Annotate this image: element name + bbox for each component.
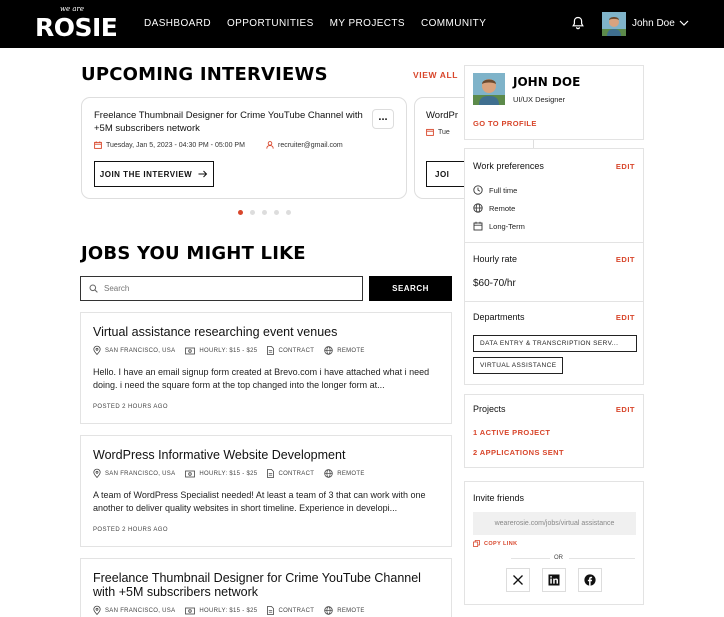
job-location (93, 469, 175, 478)
more-options-button[interactable]: ... (372, 109, 394, 129)
chevron-down-icon[interactable] (679, 19, 689, 27)
job-location-text: SAN FRANCISCO, USA (105, 607, 176, 614)
divider (569, 558, 635, 559)
job-location-text: SAN FRANCISCO, USA (105, 347, 176, 354)
view-all-link[interactable]: VIEW ALL (413, 70, 459, 80)
profile-avatar[interactable] (473, 73, 505, 105)
pref-text: Remote (489, 203, 516, 213)
active-projects-link[interactable]: 1 ACTIVE PROJECT (473, 428, 551, 437)
cash-icon (185, 607, 195, 615)
x-share-button[interactable] (506, 568, 530, 592)
search-field[interactable] (80, 276, 363, 301)
job-rate-text: HOURLY: $15 - $25 (199, 347, 258, 354)
nav-dashboard[interactable]: DASHBOARD (144, 18, 211, 29)
edit-hourly-rate-button[interactable]: EDIT (615, 255, 635, 264)
projects-label: Projects (473, 404, 506, 414)
job-type-text: CONTRACT (278, 347, 315, 354)
interview-email (266, 141, 343, 149)
person-icon (266, 141, 274, 149)
job-location (93, 606, 175, 615)
invite-label: Invite friends (473, 493, 525, 503)
nav-links (144, 18, 486, 29)
work-preferences-label: Work preferences (473, 161, 544, 171)
job-rate (185, 347, 257, 355)
carousel-dot[interactable] (250, 210, 255, 215)
facebook-share-button[interactable] (578, 568, 602, 592)
copy-link-label: COPY LINK (484, 540, 518, 547)
job-description: A team of WordPress Specialist needed! At least a team of 3 that can work with one another to deliver quality websites in short timeline. Experience in developi... (93, 490, 426, 513)
divider (465, 242, 643, 243)
projects-card (464, 394, 644, 468)
department-tag: VIRTUAL ASSISTANCE (473, 357, 563, 374)
search-icon (89, 284, 98, 293)
linkedin-share-button[interactable] (542, 568, 566, 592)
copy-icon (473, 540, 480, 547)
job-type (267, 606, 314, 615)
job-card[interactable] (80, 312, 452, 424)
document-icon (267, 469, 274, 478)
carousel-dot[interactable] (262, 210, 267, 215)
interview-card-clip (414, 97, 459, 199)
interview-email-text: recruiter@gmail.com (278, 141, 343, 149)
top-nav (0, 0, 724, 48)
carousel-dots (238, 210, 291, 215)
join-interview-button[interactable] (94, 161, 214, 187)
job-mode (324, 606, 364, 615)
nav-opportunities[interactable]: OPPORTUNITIES (226, 18, 314, 29)
interview-title: WordPr (426, 110, 459, 121)
or-separator: OR (550, 555, 567, 561)
job-title[interactable]: Freelance Thumbnail Designer for Crime YouTube Channel with +5M subscribers network (93, 571, 421, 599)
job-posted: POSTED 2 HOURS AGO (93, 527, 168, 533)
departments-label: Departments (473, 312, 525, 322)
job-card[interactable] (80, 558, 452, 617)
globe-icon (324, 346, 333, 355)
carousel-dot[interactable] (238, 210, 243, 215)
search-button[interactable]: SEARCH (369, 276, 452, 301)
invite-card (464, 481, 644, 605)
job-mode-text: REMOTE (337, 607, 365, 614)
job-location-text: SAN FRANCISCO, USA (105, 470, 176, 477)
document-icon (267, 346, 274, 355)
pref-long-term (473, 221, 525, 231)
interview-date-text: Tuesday, Jan 5, 2023 - 04:30 PM - 05:00 PM (106, 141, 245, 149)
location-pin-icon (93, 346, 101, 355)
clock-icon (473, 185, 483, 195)
interview-title: Freelance Thumbnail Designer for Crime YouTube Channel with +5M subscribers network (94, 110, 363, 134)
edit-departments-button[interactable]: EDIT (615, 313, 635, 322)
job-mode (324, 469, 364, 478)
job-title[interactable]: WordPress Informative Website Development (93, 448, 346, 462)
department-tag: DATA ENTRY & TRANSCRIPTION SERV... (473, 335, 637, 352)
hourly-rate-value: $60-70/hr (473, 278, 516, 289)
pref-text: Long-Term (489, 221, 525, 231)
logo[interactable]: ROSIE (35, 13, 118, 42)
job-rate (185, 607, 257, 615)
interview-date (94, 141, 245, 149)
jobs-heading: JOBS YOU MIGHT LIKE (81, 243, 306, 264)
calendar-icon (426, 128, 434, 136)
interview-date (426, 128, 450, 136)
location-pin-icon (93, 469, 101, 478)
job-meta (93, 346, 365, 355)
copy-link-button[interactable] (473, 540, 517, 547)
job-rate-text: HOURLY: $15 - $25 (199, 607, 258, 614)
profile-name: JOHN DOE (513, 75, 581, 89)
carousel-dot[interactable] (286, 210, 291, 215)
facebook-icon (584, 574, 596, 586)
document-icon (267, 606, 274, 615)
bell-icon[interactable] (571, 16, 585, 30)
pref-full-time (473, 185, 517, 195)
location-pin-icon (93, 606, 101, 615)
globe-icon (473, 203, 483, 213)
logo-tagline: we are (60, 5, 85, 13)
pref-remote (473, 203, 515, 213)
globe-icon (324, 469, 333, 478)
calendar-icon (473, 221, 483, 231)
nav-my-projects[interactable]: MY PROJECTS (329, 18, 405, 29)
join-interview-label: JOIN THE INTERVIEW (99, 169, 193, 179)
invite-link-field[interactable]: wearerosie.com/jobs/virtual assistance (473, 512, 636, 535)
avatar[interactable] (602, 12, 626, 36)
job-mode (324, 346, 364, 355)
go-to-profile-link[interactable]: GO TO PROFILE (473, 119, 537, 128)
cash-icon (185, 347, 195, 355)
nav-community[interactable]: COMMUNITY (421, 18, 487, 29)
profile-card (464, 65, 644, 140)
user-name[interactable]: John Doe (632, 18, 675, 29)
pref-text: Full time (489, 185, 518, 195)
linkedin-icon (548, 574, 560, 586)
job-type (267, 469, 314, 478)
job-meta (93, 469, 365, 478)
interviews-heading: UPCOMING INTERVIEWS (81, 64, 328, 85)
job-type-text: CONTRACT (278, 470, 315, 477)
interview-card (81, 97, 407, 199)
job-location (93, 346, 175, 355)
carousel-dot[interactable] (274, 210, 279, 215)
x-logo-icon (512, 574, 524, 586)
cash-icon (185, 470, 195, 478)
job-description: Hello. I have an email signup form created at Brevo.com i have attached what i need doing. i need the square form at the top changed into the longer form at... (93, 367, 430, 390)
job-rate-text: HOURLY: $15 - $25 (199, 470, 258, 477)
hourly-rate-label: Hourly rate (473, 254, 518, 264)
divider (465, 301, 643, 302)
job-type (267, 346, 314, 355)
job-rate (185, 470, 257, 478)
edit-work-preferences-button[interactable]: EDIT (615, 162, 635, 171)
edit-projects-button[interactable]: EDIT (615, 405, 635, 414)
preferences-card (464, 148, 644, 385)
globe-icon (324, 606, 333, 615)
job-mode-text: REMOTE (337, 347, 365, 354)
join-interview-label: JOI (435, 169, 450, 179)
search-input[interactable] (104, 284, 344, 293)
job-card[interactable] (80, 435, 452, 547)
arrow-right-icon (198, 170, 208, 178)
job-title[interactable]: Virtual assistance researching event venues (93, 325, 338, 339)
job-type-text: CONTRACT (278, 607, 315, 614)
profile-role: UI/UX Designer (513, 95, 566, 104)
job-meta (93, 606, 365, 615)
applications-sent-link[interactable]: 2 APPLICATIONS SENT (473, 448, 564, 457)
job-posted: POSTED 2 HOURS AGO (93, 404, 168, 410)
calendar-icon (94, 141, 102, 149)
job-mode-text: REMOTE (337, 470, 365, 477)
interview-date-text: Tue (438, 128, 450, 136)
